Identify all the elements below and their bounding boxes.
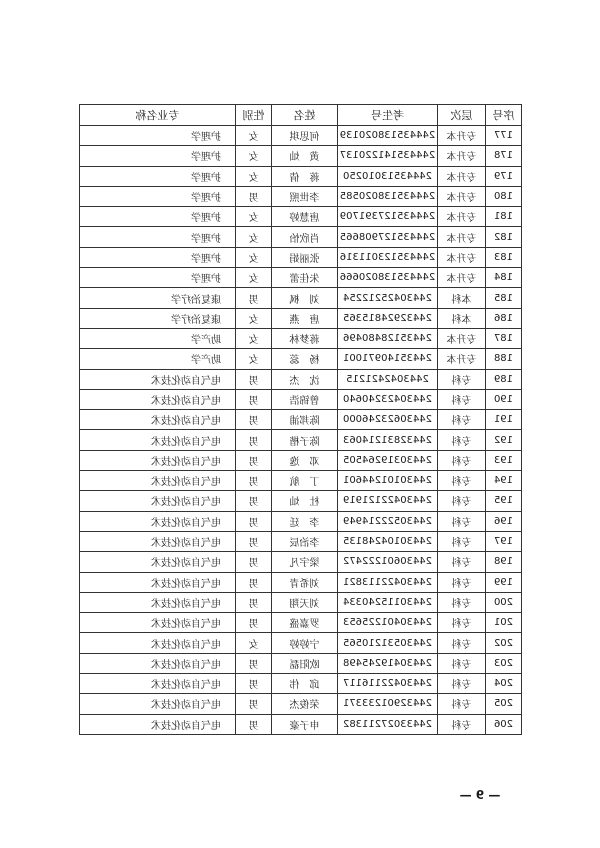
cell-gender: 男 <box>236 491 272 511</box>
cell-name: 宁婷婷 <box>272 633 338 653</box>
cell-level: 专科 <box>438 531 486 551</box>
cell-name: 李治辰 <box>272 531 338 551</box>
cell-name: 刘希青 <box>272 572 338 592</box>
cell-name: 杨 蕊 <box>272 349 338 369</box>
cell-level: 专升本 <box>438 349 486 369</box>
cell-major: 护理学 <box>80 268 236 288</box>
table-header-row <box>80 105 522 126</box>
cell-major: 电气自动化技术 <box>80 410 236 430</box>
cell-level: 专升本 <box>438 207 486 227</box>
cell-seq: 185 <box>486 288 522 308</box>
cell-seq: 196 <box>486 511 522 531</box>
table-row <box>80 268 522 288</box>
cell-major: 电气自动化技术 <box>80 389 236 409</box>
header-seq: 序号 <box>486 105 522 126</box>
cell-major: 电气自动化技术 <box>80 491 236 511</box>
page-number: — 9 — <box>459 788 501 802</box>
cell-major: 护理学 <box>80 126 236 146</box>
cell-exam-no: 24430104248135 <box>338 531 438 551</box>
cell-gender: 女 <box>236 308 272 328</box>
cell-seq: 188 <box>486 349 522 369</box>
cell-major: 电气自动化技术 <box>80 613 236 633</box>
cell-exam-no: 24435140971001 <box>338 349 438 369</box>
cell-seq: 182 <box>486 227 522 247</box>
cell-name: 沈 杰 <box>272 369 338 389</box>
table-row <box>80 349 522 369</box>
cell-gender: 男 <box>236 674 272 694</box>
cell-seq: 186 <box>486 308 522 328</box>
student-list-table <box>79 104 522 735</box>
cell-level: 专升本 <box>438 268 486 288</box>
table-row <box>80 552 522 572</box>
cell-seq: 191 <box>486 410 522 430</box>
cell-seq: 184 <box>486 268 522 288</box>
cell-gender: 男 <box>236 511 272 531</box>
cell-gender: 女 <box>236 227 272 247</box>
cell-major: 电气自动化技术 <box>80 531 236 551</box>
cell-gender: 女 <box>236 126 272 146</box>
cell-name: 杜 灿 <box>272 491 338 511</box>
cell-name: 肖欣怡 <box>272 227 338 247</box>
cell-exam-no: 244435127908665 <box>338 227 438 247</box>
cell-major: 康复治疗学 <box>80 308 236 328</box>
cell-exam-no: 24430319264505 <box>338 450 438 470</box>
cell-seq: 198 <box>486 552 522 572</box>
table-row <box>80 633 522 653</box>
table-row <box>80 653 522 673</box>
cell-seq: 189 <box>486 369 522 389</box>
cell-exam-no: 244435138020139 <box>338 126 438 146</box>
cell-name: 黄 灿 <box>272 146 338 166</box>
cell-major: 电气自动化技术 <box>80 714 236 734</box>
cell-name: 何思琪 <box>272 126 338 146</box>
cell-level: 专升本 <box>438 126 486 146</box>
cell-level: 专科 <box>438 592 486 612</box>
cell-seq: 179 <box>486 166 522 186</box>
cell-gender: 女 <box>236 146 272 166</box>
table-row <box>80 328 522 348</box>
cell-name: 邱 伟 <box>272 674 338 694</box>
header-gender: 性别 <box>236 105 272 126</box>
cell-gender: 男 <box>236 430 272 450</box>
cell-level: 专科 <box>438 633 486 653</box>
cell-level: 专科 <box>438 674 486 694</box>
cell-seq: 199 <box>486 572 522 592</box>
cell-level: 本科 <box>438 308 486 328</box>
cell-name: 邓 逸 <box>272 450 338 470</box>
table-row <box>80 531 522 551</box>
cell-name: 曾锦浩 <box>272 389 338 409</box>
cell-exam-no: 24430401225653 <box>338 613 438 633</box>
cell-name: 蒋 倩 <box>272 166 338 186</box>
table-row <box>80 491 522 511</box>
cell-level: 专升本 <box>438 146 486 166</box>
header-name: 姓名 <box>272 105 338 126</box>
cell-gender: 女 <box>236 633 272 653</box>
table-row <box>80 674 522 694</box>
table-row <box>80 166 522 186</box>
cell-exam-no: 2443042421215 <box>338 369 438 389</box>
cell-level: 专升本 <box>438 166 486 186</box>
cell-gender: 男 <box>236 450 272 470</box>
header-exam-no: 考生号 <box>338 105 438 126</box>
cell-exam-no: 24430623246000 <box>338 410 438 430</box>
cell-major: 康复治疗学 <box>80 288 236 308</box>
cell-major: 电气自动化技术 <box>80 572 236 592</box>
cell-exam-no: 24435128480496 <box>338 328 438 348</box>
cell-seq: 203 <box>486 653 522 673</box>
cell-level: 专科 <box>438 471 486 491</box>
cell-seq: 205 <box>486 694 522 714</box>
cell-seq: 183 <box>486 247 522 267</box>
cell-major: 电气自动化技术 <box>80 653 236 673</box>
cell-name: 李 廷 <box>272 511 338 531</box>
cell-major: 助产学 <box>80 328 236 348</box>
cell-exam-no: 244435138020666 <box>338 268 438 288</box>
cell-seq: 187 <box>486 328 522 348</box>
cell-major: 电气自动化技术 <box>80 450 236 470</box>
cell-major: 护理学 <box>80 146 236 166</box>
table-row <box>80 186 522 206</box>
cell-level: 专科 <box>438 653 486 673</box>
cell-name: 欧阳磊 <box>272 653 338 673</box>
cell-major: 护理学 <box>80 186 236 206</box>
cell-name: 朱佳蕾 <box>272 268 338 288</box>
table-row <box>80 247 522 267</box>
cell-level: 专科 <box>438 511 486 531</box>
cell-major: 电气自动化技术 <box>80 592 236 612</box>
cell-seq: 178 <box>486 146 522 166</box>
cell-exam-no: 24432924815365 <box>338 308 438 328</box>
cell-level: 本科 <box>438 288 486 308</box>
cell-seq: 193 <box>486 450 522 470</box>
table-row <box>80 694 522 714</box>
cell-name: 丁 航 <box>272 471 338 491</box>
cell-major: 电气自动化技术 <box>80 511 236 531</box>
cell-name: 唐慧婷 <box>272 207 338 227</box>
cell-exam-no: 24430115240334 <box>338 592 438 612</box>
cell-seq: 190 <box>486 389 522 409</box>
cell-gender: 男 <box>236 714 272 734</box>
cell-exam-no: 244435127391709 <box>338 207 438 227</box>
cell-exam-no: 24430419245498 <box>338 653 438 673</box>
cell-gender: 女 <box>236 247 272 267</box>
cell-seq: 204 <box>486 674 522 694</box>
cell-seq: 197 <box>486 531 522 551</box>
cell-seq: 206 <box>486 714 522 734</box>
cell-gender: 男 <box>236 613 272 633</box>
cell-seq: 202 <box>486 633 522 653</box>
cell-gender: 男 <box>236 389 272 409</box>
cell-name: 陈子楷 <box>272 430 338 450</box>
cell-name: 荣俊杰 <box>272 694 338 714</box>
table-row <box>80 430 522 450</box>
cell-gender: 男 <box>236 552 272 572</box>
cell-major: 电气自动化技术 <box>80 674 236 694</box>
cell-level: 专科 <box>438 572 486 592</box>
cell-level: 专科 <box>438 714 486 734</box>
cell-name: 蒋梦林 <box>272 328 338 348</box>
cell-major: 电气自动化技术 <box>80 633 236 653</box>
table-row <box>80 572 522 592</box>
cell-name: 申子豪 <box>272 714 338 734</box>
table-row <box>80 471 522 491</box>
cell-gender: 男 <box>236 572 272 592</box>
table-row <box>80 450 522 470</box>
table-row <box>80 714 522 734</box>
table-row <box>80 126 522 146</box>
cell-level: 专升本 <box>438 247 486 267</box>
table-row <box>80 410 522 430</box>
cell-seq: 192 <box>486 430 522 450</box>
cell-gender: 男 <box>236 186 272 206</box>
header-level: 层次 <box>438 105 486 126</box>
table-row <box>80 308 522 328</box>
cell-gender: 男 <box>236 592 272 612</box>
cell-major: 护理学 <box>80 227 236 247</box>
cell-name: 李世照 <box>272 186 338 206</box>
cell-exam-no: 24430422116117 <box>338 674 438 694</box>
table-row <box>80 207 522 227</box>
table-row <box>80 146 522 166</box>
cell-seq: 177 <box>486 126 522 146</box>
cell-exam-no: 24443513010250 <box>338 166 438 186</box>
cell-level: 专科 <box>438 389 486 409</box>
cell-major: 护理学 <box>80 166 236 186</box>
cell-exam-no: 244435138020585 <box>338 186 438 206</box>
cell-gender: 女 <box>236 166 272 186</box>
cell-exam-no: 244435141220137 <box>338 146 438 166</box>
cell-level: 专科 <box>438 613 486 633</box>
cell-gender: 男 <box>236 288 272 308</box>
cell-level: 专升本 <box>438 186 486 206</box>
cell-major: 护理学 <box>80 207 236 227</box>
cell-major: 助产学 <box>80 349 236 369</box>
cell-level: 专科 <box>438 369 486 389</box>
table-row <box>80 511 522 531</box>
table-row <box>80 613 522 633</box>
cell-gender: 女 <box>236 328 272 348</box>
cell-gender: 女 <box>236 349 272 369</box>
cell-exam-no: 24430422121919 <box>338 491 438 511</box>
cell-gender: 男 <box>236 471 272 491</box>
cell-level: 专科 <box>438 430 486 450</box>
cell-gender: 女 <box>236 268 272 288</box>
cell-exam-no: 24432831214063 <box>338 430 438 450</box>
cell-exam-no: 24430423240640 <box>338 389 438 409</box>
cell-seq: 195 <box>486 491 522 511</box>
cell-exam-no: 24430425212254 <box>338 288 438 308</box>
cell-level: 专科 <box>438 410 486 430</box>
cell-exam-no: 24430422113821 <box>338 572 438 592</box>
cell-level: 专科 <box>438 552 486 572</box>
cell-name: 刘天翔 <box>272 592 338 612</box>
cell-exam-no: 24430601222472 <box>338 552 438 572</box>
table-row <box>80 227 522 247</box>
cell-gender: 男 <box>236 653 272 673</box>
cell-seq: 194 <box>486 471 522 491</box>
cell-major: 电气自动化技术 <box>80 552 236 572</box>
cell-exam-no: 24430101244601 <box>338 471 438 491</box>
header-major: 专业名称 <box>80 105 236 126</box>
cell-name: 罗嘉盛 <box>272 613 338 633</box>
cell-level: 专科 <box>438 694 486 714</box>
cell-level: 专升本 <box>438 227 486 247</box>
cell-major: 护理学 <box>80 247 236 267</box>
cell-exam-no: 24430522214949 <box>338 511 438 531</box>
cell-seq: 181 <box>486 207 522 227</box>
cell-major: 电气自动化技术 <box>80 369 236 389</box>
table-row <box>80 288 522 308</box>
cell-gender: 女 <box>236 207 272 227</box>
cell-major: 电气自动化技术 <box>80 471 236 491</box>
table-row <box>80 592 522 612</box>
cell-seq: 201 <box>486 613 522 633</box>
cell-level: 专科 <box>438 491 486 511</box>
table-row <box>80 369 522 389</box>
cell-exam-no: 244435123011316 <box>338 247 438 267</box>
cell-name: 张丽娟 <box>272 247 338 267</box>
table-row <box>80 389 522 409</box>
cell-name: 陈邦浦 <box>272 410 338 430</box>
cell-gender: 男 <box>236 410 272 430</box>
cell-major: 电气自动化技术 <box>80 694 236 714</box>
cell-gender: 男 <box>236 694 272 714</box>
cell-name: 唐 燕 <box>272 308 338 328</box>
cell-major: 电气自动化技术 <box>80 430 236 450</box>
cell-name: 梁宇凡 <box>272 552 338 572</box>
cell-name: 刘 枫 <box>272 288 338 308</box>
cell-seq: 200 <box>486 592 522 612</box>
cell-gender: 男 <box>236 531 272 551</box>
cell-exam-no: 24430531210565 <box>338 633 438 653</box>
cell-level: 专科 <box>438 450 486 470</box>
cell-level: 专升本 <box>438 328 486 348</box>
cell-gender: 男 <box>236 369 272 389</box>
cell-exam-no: 24432901233371 <box>338 694 438 714</box>
cell-seq: 180 <box>486 186 522 206</box>
cell-exam-no: 24433027211382 <box>338 714 438 734</box>
